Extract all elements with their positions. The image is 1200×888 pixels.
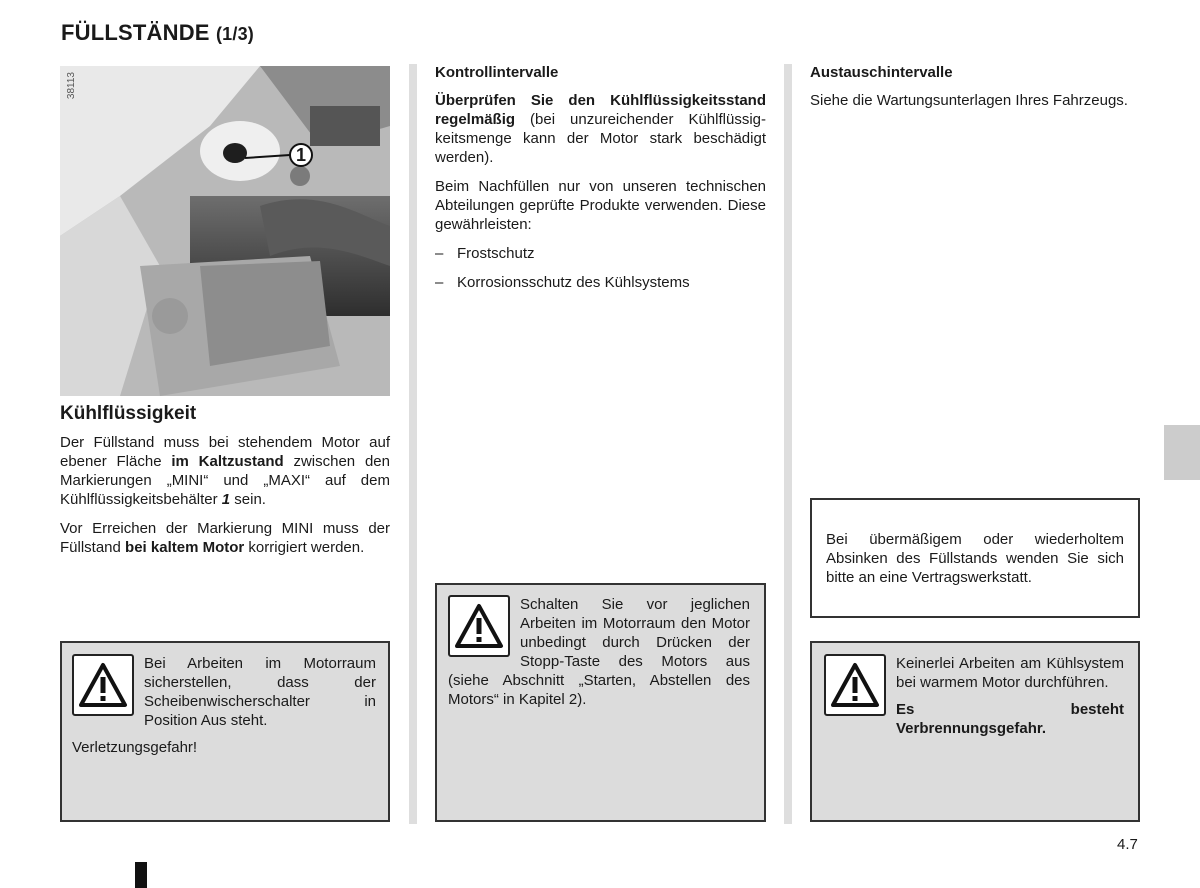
coolant-paragraph-1: [60, 433, 390, 509]
check-paragraph-2: Beim Nachfüllen nur von unseren technischen Abteilungen geprüfte Produkte verwenden. Diese gewährleisten:: [435, 178, 766, 233]
reference-number: 1: [221, 491, 231, 508]
protection-list: [435, 244, 766, 292]
replacement-intervals-section: [810, 64, 1140, 120]
burn-warning-box: [810, 641, 1140, 822]
text-span: Vor Erreichen der Markierung MINI muss der Füllstand: [60, 520, 390, 556]
text-span: korrigiert werden.: [244, 539, 365, 556]
list-dash: –: [435, 245, 444, 262]
warning-triangle-icon: [824, 654, 886, 716]
callout-leader-line: [60, 66, 390, 396]
list-item-text: Frostschutz: [457, 245, 535, 262]
list-dash: –: [435, 274, 444, 291]
workshop-note-box: [810, 498, 1140, 618]
note-text: Bei übermäßigem oder wiederholtem Absinken des Füllstands wenden Sie sich bitte an eine Vertragswerkstatt.: [826, 531, 1124, 586]
column-separator: [784, 64, 792, 824]
text-bold: Überprüfen Sie den Kühlflüssigkeitsstand regelmäßig: [435, 92, 766, 128]
text-bold: bei kaltem Motor: [125, 539, 245, 556]
text-span: sein.: [230, 491, 266, 508]
list-item-text: Korrosionsschutz des Kühlsystems: [457, 274, 690, 291]
list-item: [435, 273, 766, 292]
page-number: 4.7: [1117, 836, 1138, 853]
callout-number: 1: [289, 143, 313, 167]
section-heading: Austauschintervalle: [810, 64, 953, 81]
replacement-paragraph: Siehe die Wartungsunterlagen Ihres Fahrzeugs.: [810, 92, 1128, 109]
coolant-section: [60, 403, 390, 567]
warning-text: Schalten Sie vor jeglichen Arbeiten im Motorraum den Motor unbedingt durch Drücken der Stopp-Taste des Motors aus (siehe Abschnitt „Starten, Abstellen des Motors“ in Kapitel 2).: [448, 596, 750, 708]
section-heading: Kontrollintervalle: [435, 64, 559, 81]
warning-text-2: Es besteht Verbrennungsgefahr.: [896, 701, 1124, 737]
text-span: Der Füllstand muss bei stehendem Motor auf ebener Fläche: [60, 434, 390, 470]
text-span: zwischen den Markierungen „MINI“ und „MAXI“ auf dem Kühlflüssigkeitsbehälter: [60, 453, 390, 508]
check-paragraph-1: [435, 91, 766, 167]
chapter-tab: [1164, 425, 1200, 480]
page-title: [61, 20, 254, 46]
section-heading: Kühlflüssigkeit: [60, 403, 197, 424]
wiper-warning-box: [60, 641, 390, 822]
coolant-paragraph-2: [60, 519, 390, 557]
photo-reference-id: 38113: [66, 72, 77, 100]
check-intervals-section: [435, 64, 766, 302]
warning-text: Bei Arbeiten im Motorraum sicherstellen, dass der Scheibenwischerschalter in Position Aus steht.: [144, 655, 376, 729]
text-span: (bei unzureichender Kühlflüssig-keitsmenge kann der Motor stark beschädigt werden).: [435, 111, 766, 166]
warning-text-2: Verletzungsgefahr!: [72, 739, 198, 756]
engine-photo: [60, 66, 390, 396]
engine-stop-warning-box: [435, 583, 766, 822]
column-separator: [409, 64, 417, 824]
text-bold: im Kaltzustand: [171, 453, 284, 470]
warning-triangle-icon: [448, 595, 510, 657]
margin-marker: [135, 862, 147, 888]
title-text: FÜLLSTÄNDE: [61, 20, 210, 45]
warning-text: Keinerlei Arbeiten am Kühlsystem bei warmem Motor durchführen.: [896, 655, 1124, 691]
title-subtitle: (1/3): [215, 24, 254, 44]
warning-triangle-icon: [72, 654, 134, 716]
list-item: [435, 244, 766, 263]
